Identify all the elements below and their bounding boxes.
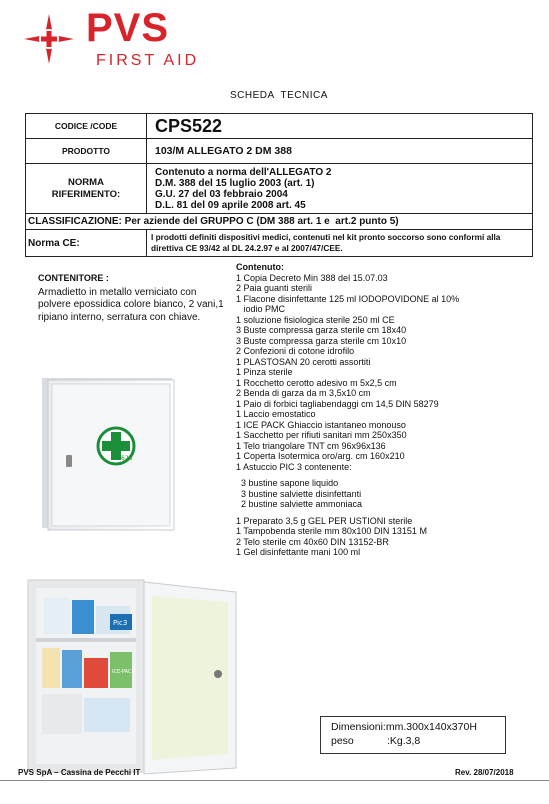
- norma-line: Contenuto a norma dell'ALLEGATO 2: [155, 166, 332, 178]
- norma-ce-value: I prodotti definiti dispositivi medici, contenuti nel kit pronto soccorso sono conformi alla direttiva CE 93/42 al DL 24.2.97 e al 2007/47/CEE.: [147, 230, 533, 257]
- contenuto-item: 1 Laccio emostatico: [236, 409, 316, 419]
- norma-ce-label: Norma CE:: [26, 230, 147, 257]
- contenuto-item: 2 bustine salviette ammoniaca: [236, 499, 363, 509]
- weight-value: :Kg.3,8: [387, 735, 421, 747]
- pvs-logo-icon: [22, 12, 76, 66]
- contenuto-item: 1 Flacone disinfettante 125 ml IODOPOVIDONE al 10%: [236, 293, 460, 304]
- contenitore-text: Armadietto in metallo verniciato con polvere epossidica colore bianco, 2 vani,1 ripiano interno, serratura con chiave.: [38, 286, 224, 323]
- contenuto-item: 1 Sacchetto per rifiuti sanitari mm 250x350: [236, 430, 407, 440]
- footer-divider: [0, 780, 549, 781]
- door-badge-label: 626: [121, 455, 133, 462]
- contenuto-item: 2 Benda di garza da m 3,5x10 cm: [236, 388, 371, 398]
- ice-pack-label: ICE-PACK: [112, 669, 135, 675]
- contenuto-item: 1 Rocchetto cerotto adesivo m 5x2,5 cm: [236, 377, 397, 388]
- norma-label-2: RIFERIMENTO:: [51, 188, 121, 200]
- norma-line: D.L. 81 del 09 aprile 2008 art. 45: [155, 199, 306, 211]
- contenitore-heading: CONTENITORE :: [38, 273, 109, 283]
- contenuto-item: 2 Confezioni di cotone idrofilo: [236, 346, 355, 356]
- code-label: CODICE /CODE: [26, 114, 147, 139]
- dimensions-value: mm.300x140x370H: [385, 721, 477, 733]
- contenuto-item: 2 Paia guanti sterili: [236, 283, 313, 293]
- contenuto-item: 1 PLASTOSAN 20 cerotti assortiti: [236, 356, 371, 367]
- footer-revision: Rev. 28/07/2018: [455, 768, 514, 777]
- classificazione: CLASSIFICAZIONE: Per aziende del GRUPPO C (DM 388 art. 1 e art.2 punto 5): [26, 214, 533, 230]
- contenuto-item: 1 Coperta Isotermica oro/arg. cm 160x210: [236, 451, 405, 461]
- dimensions-label: Dimensioni:: [331, 721, 386, 733]
- norma-line: D.M. 388 del 15 luglio 2003 (art. 1): [155, 177, 315, 189]
- product-value: 103/M ALLEGATO 2 DM 388: [147, 139, 533, 164]
- open-cabinet-image: [22, 578, 244, 776]
- contenuto-item: 1 soluzione fisiologica sterile 250 ml CE: [236, 314, 395, 325]
- weight-line: [331, 734, 495, 748]
- contenuto-item: 1 Gel disinfettante mani 100 ml: [236, 547, 361, 557]
- contenuto-item: 1 Copia Decreto Min 388 del 15.07.03: [236, 272, 388, 283]
- contenuto-item: 3 Buste compressa garza sterile cm 18x40: [236, 325, 407, 335]
- contenuto-heading: Contenuto:: [236, 262, 284, 272]
- contenuto-item: 1 Pinza sterile: [236, 367, 293, 377]
- contenuto-item: 1 Telo triangolare TNT cm 96x96x136: [236, 440, 386, 451]
- norma-value: [147, 164, 533, 214]
- contenuto-item: iodio PMC: [236, 304, 286, 314]
- dimensions-line: [331, 720, 495, 734]
- document-title: SCHEDA TECNICA: [230, 90, 328, 101]
- code-value: CPS522: [147, 114, 533, 139]
- spec-table: [25, 113, 533, 257]
- contenuto-item: 1 Tampobenda sterile mm 80x100 DIN 13151 M: [236, 526, 427, 536]
- brand-subtitle: FIRST AID: [96, 52, 200, 69]
- contenuto-list: [236, 273, 536, 558]
- contenuto-item: 1 Paio di forbici tagliabendaggi cm 14,5 DIN 58279: [236, 398, 439, 409]
- closed-cabinet-image: [42, 370, 182, 532]
- norma-label: [26, 164, 147, 214]
- product-label: PRODOTTO: [26, 139, 147, 164]
- contenuto-item: 3 bustine sapone liquido: [236, 478, 339, 488]
- weight-label: peso: [331, 735, 354, 747]
- contenuto-item: 1 Astuccio PIC 3 contenente:: [236, 461, 352, 472]
- contenitore-section: [38, 272, 228, 324]
- dimensions-box: [320, 716, 506, 754]
- contenuto-item: 2 Telo sterile cm 40x60 DIN 13152-BR: [236, 536, 389, 547]
- pouch-label: Pic3: [113, 619, 128, 627]
- contenuto-item: 1 ICE PACK Ghiaccio istantaneo monouso: [236, 419, 406, 430]
- footer-company: PVS SpA – Cassina de Pecchi IT: [18, 768, 141, 777]
- contenuto-item: 1 Preparato 3,5 g GEL PER USTIONI sterile: [236, 515, 413, 526]
- norma-label-1: NORMA: [68, 176, 104, 188]
- norma-line: G.U. 27 del 03 febbraio 2004: [155, 188, 288, 200]
- contenuto-item: 3 Buste compressa garza sterile cm 10x10: [236, 335, 407, 346]
- contenuto-section: [236, 262, 536, 558]
- brand-name: PVS: [86, 6, 170, 50]
- contenuto-item: 3 bustine salviette disinfettanti: [236, 488, 362, 499]
